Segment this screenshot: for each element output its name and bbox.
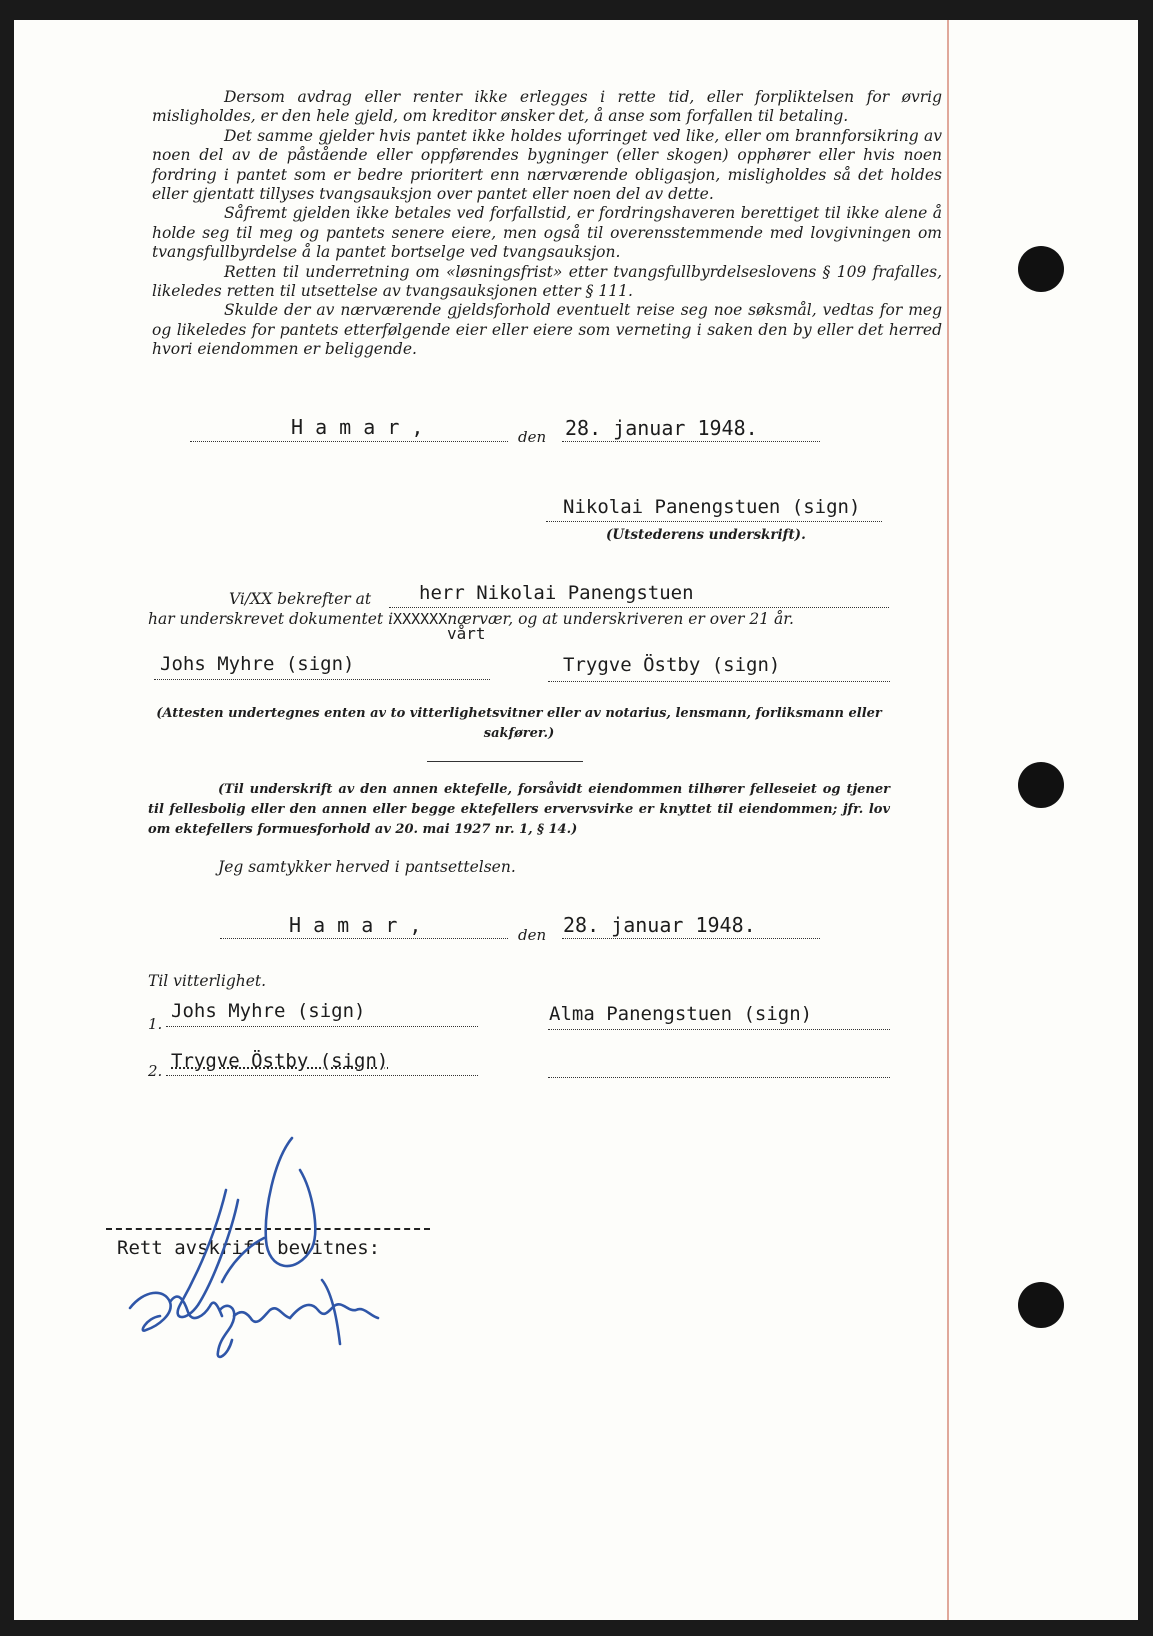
punch-hole-icon: [1018, 246, 1064, 292]
terms-paragraph: Skulde der av nærværende gjeldsforhold eventuelt reise seg noe søksmål, vedtas for meg og likeledes for pantets etterfølgende eier eller eiere som verneting i saken den by eller det herred hvori eiendommen er beliggende.: [152, 301, 942, 359]
terms-paragraph: Såfremt gjelden ikke betales ved forfallstid, er fordringshaveren berettiget til ikke alene å holde seg til meg og pantets senere eiere, men også til overensstemmende med lovgivningen om tvangsfullbyrdelse å la pantet bortselge ved tvangsauksjon.: [152, 204, 942, 262]
struck-text: XXXXXX: [393, 610, 448, 628]
date-line: [562, 441, 820, 442]
attestation-witness-2: Trygve Östby (sign): [563, 654, 781, 676]
attestation-prefix: Vi/XX bekrefter at: [229, 590, 372, 608]
handwritten-signature-icon: [114, 1130, 394, 1370]
issuer-signature: Nikolai Panengstuen (sign): [563, 496, 861, 518]
section-divider: [427, 761, 583, 762]
inserted-word: vårt: [447, 624, 486, 643]
attestation-note: (Attesten undertegnes enten av to vitterlighetsvitner eller av notarius, lensmann, forliksmann eller sakfører.): [156, 706, 882, 741]
red-margin-line: [947, 20, 949, 1620]
signature-ink: [130, 1138, 378, 1357]
spouse-consent: Jeg samtykker herved i pantsettelsen.: [218, 858, 516, 876]
witness-2-line: [548, 681, 890, 682]
terms-paragraph: Det samme gjelder hvis pantet ikke holdes uforringet ved like, eller om brannforsikring av noen del av de påstående eller oppførendes bygninger (eller skogen) opphører eller hvis noen fordring i pantet som er bedre prioritert enn nærværende obligasjon, misligholdes så det holdes eller gjentatt tillyses tvangsauksjon over pantet eller noen del av dette.: [152, 126, 942, 204]
witness-number: 1.: [148, 1015, 163, 1033]
witness-number: 2.: [148, 1062, 163, 1080]
witness-1-signature: Johs Myhre (sign): [171, 1000, 366, 1022]
witness-heading: Til vitterlighet.: [148, 972, 267, 990]
empty-signature-line: [548, 1077, 890, 1078]
attestation-line-2-start: har underskrevet dokumentet i: [148, 610, 394, 628]
place-line: [220, 938, 508, 939]
date-line: [562, 938, 820, 939]
attestation-name: herr Nikolai Panengstuen: [419, 582, 694, 604]
attestation-line-2-end: nærvær, og at underskriveren er over 21 år.: [447, 610, 794, 628]
place-line: [190, 441, 508, 442]
place-2: H a m a r ,: [289, 913, 422, 937]
certification-text: Rett avskrift bevitnes:: [117, 1237, 381, 1259]
terms-paragraph: Retten til underretning om «løsningsfrist» etter tvangsfullbyrdelseslovens § 109 frafalles, likeledes retten til utsettelse av tvangsauksjonen etter § 111.: [152, 262, 942, 301]
punch-hole-icon: [1018, 762, 1064, 808]
issuer-caption: (Utstederens underskrift).: [606, 527, 806, 543]
date-1: 28. januar 1948.: [565, 416, 758, 440]
spouse-note: (Til underskrift av den annen ektefelle, forsåvidt eiendommen tilhører felleseiet og tjener til fellesbolig eller den annen eller begge ektefellers ervervsvirke er knyttet til eiendommen; jfr. lov om ektefellers formuesforhold av 20. mai 1927 nr. 1, § 14.): [148, 782, 890, 837]
den-label: den: [518, 926, 547, 944]
date-2: 28. januar 1948.: [563, 913, 756, 937]
issuer-signature-line: [546, 521, 882, 522]
attestation-witness-1: Johs Myhre (sign): [160, 653, 355, 675]
witness-1-line: [166, 1026, 478, 1027]
witness-2-line: [166, 1075, 478, 1076]
terms-paragraph: Dersom avdrag eller renter ikke erlegges i rette tid, eller forpliktelsen for øvrig misligholdes, er den hele gjeld, om kreditor ønsker det, å anse som forfallen til betaling.: [152, 88, 942, 126]
spouse-signature-line: [548, 1029, 890, 1030]
terms-text: [152, 88, 942, 360]
punch-hole-icon: [1018, 1282, 1064, 1328]
den-label: den: [518, 428, 547, 446]
witness-1-line: [154, 679, 490, 680]
attestation-name-line: [389, 607, 889, 608]
document-page: [14, 20, 1138, 1620]
witness-2-signature: Trygve Östby (sign): [171, 1050, 389, 1072]
spouse-signature: Alma Panengstuen (sign): [549, 1003, 813, 1025]
place-1: H a m a r ,: [291, 415, 424, 439]
